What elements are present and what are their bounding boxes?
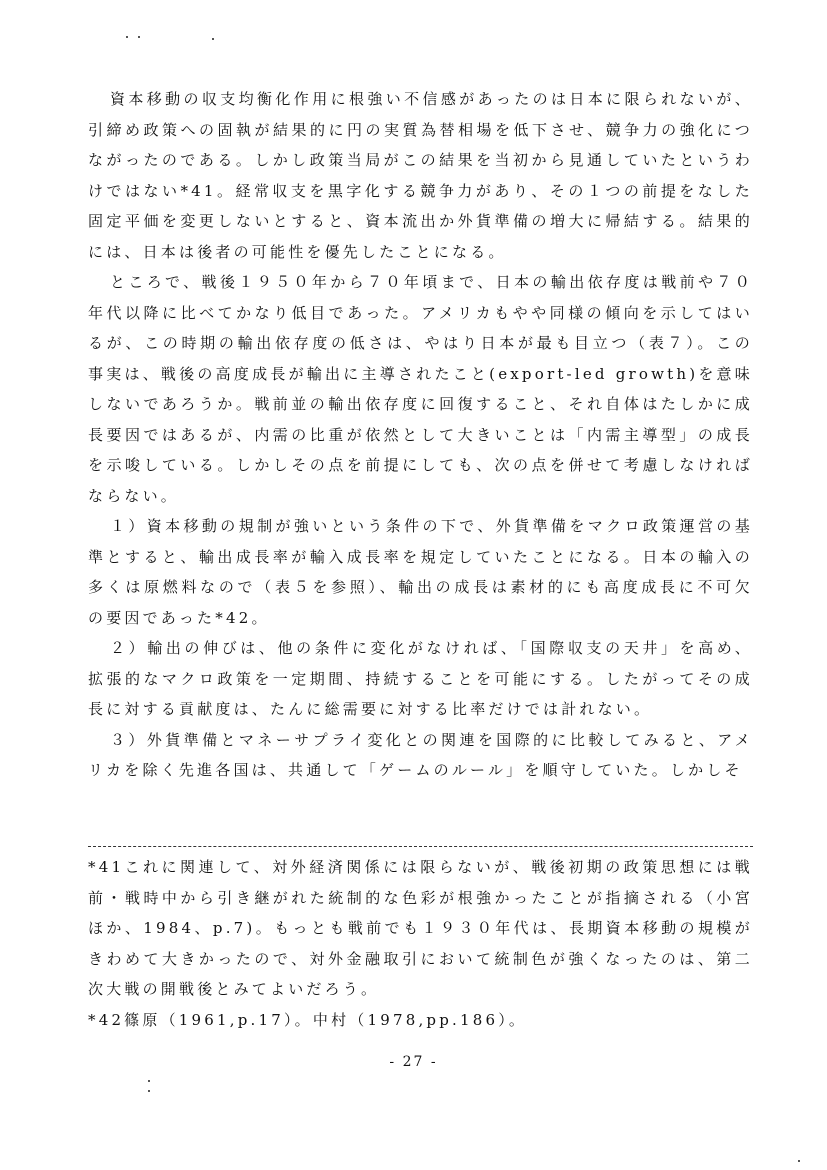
scan-artifact (138, 36, 140, 38)
paragraph: 資本移動の収支均衡化作用に根強い不信感があったのは日本に限られないが、引締め政策への固執が結果的に円の実質為替相場を低下させ、競争力の強化につながったのである。しかし政策当局がこの結果を当初から見通していたというわけではない*41。経常収支を黒字化する競争力があり、その１つの前提をなした固定平価を変更しないとすると、資本流出か外貨準備の増大に帰結する。結果的には、日本は後者の可能性を優先したことになる。 (88, 90, 753, 261)
footnote: *41これに関連して、対外経済関係には限らないが、戦後初期の政策思想には戦前・戦時中から引き継がれた統制的な色彩が根強かったことが指摘される（小宮ほか、1984、p.7)。もっとも戦前でも１９３０年代は、長期資本移動の規模がきわめて大きかったので、対外金融取引において統制色が強くなったのは、第二次大戦の開戦後とみてよいだろう。 (88, 858, 753, 998)
scan-artifact (212, 38, 214, 40)
paragraph: ところで、戦後１９５０年から７０年頃まで、日本の輸出依存度は戦前や７０年代以降に比べてかなり低目であった。アメリカもやや同様の傾向を示してはいるが、この時期の輸出依存度の低さは、やはり日本が最も目立つ（表７）。この事実は、戦後の高度成長が輸出に主導されたこと(export-led growth)を意味しないであろうか。戦前並の輸出依存度に回復すること、それ自体はたしかに成長要因ではあるが、内需の比重が依然として大きいことは「内需主導型」の成長を示唆している。しかしその点を前提にしても、次の点を併せて考慮しなければならない。 (88, 273, 753, 505)
footnote: *42篠原（1961,p.17）。中村（1978,pp.186）。 (88, 1010, 528, 1029)
body-text (88, 84, 753, 786)
page-number: - 27 - (389, 1054, 438, 1070)
scan-artifact (798, 1160, 800, 1162)
paragraph: ３）外貨準備とマネーサプライ変化との関連を国際的に比較してみると、アメリカを除く先進各国は、共通して「ゲームのルール」を順守していた。しかしそ (88, 730, 753, 779)
scan-artifact (148, 1080, 150, 1082)
paragraph: ２）輸出の伸びは、他の条件に変化がなければ、「国際収支の天井」を高め、拡張的なマクロ政策を一定期間、持続することを可能にする。したがってその成長に対する貢献度は、たんに総需要に対する比率だけでは計れない。 (88, 639, 753, 718)
scan-artifact (126, 36, 128, 38)
scan-artifact (148, 1090, 150, 1092)
footnote-separator (88, 846, 753, 847)
footnotes (88, 852, 753, 1035)
paragraph: １）資本移動の規制が強いという条件の下で、外貨準備をマクロ政策運営の基準とすると、輸出成長率が輸入成長率を規定していたことになる。日本の輸入の多くは原燃料なので（表５を参照）、輸出の成長は素材的にも高度成長に不可欠の要因であった*42。 (88, 517, 753, 627)
